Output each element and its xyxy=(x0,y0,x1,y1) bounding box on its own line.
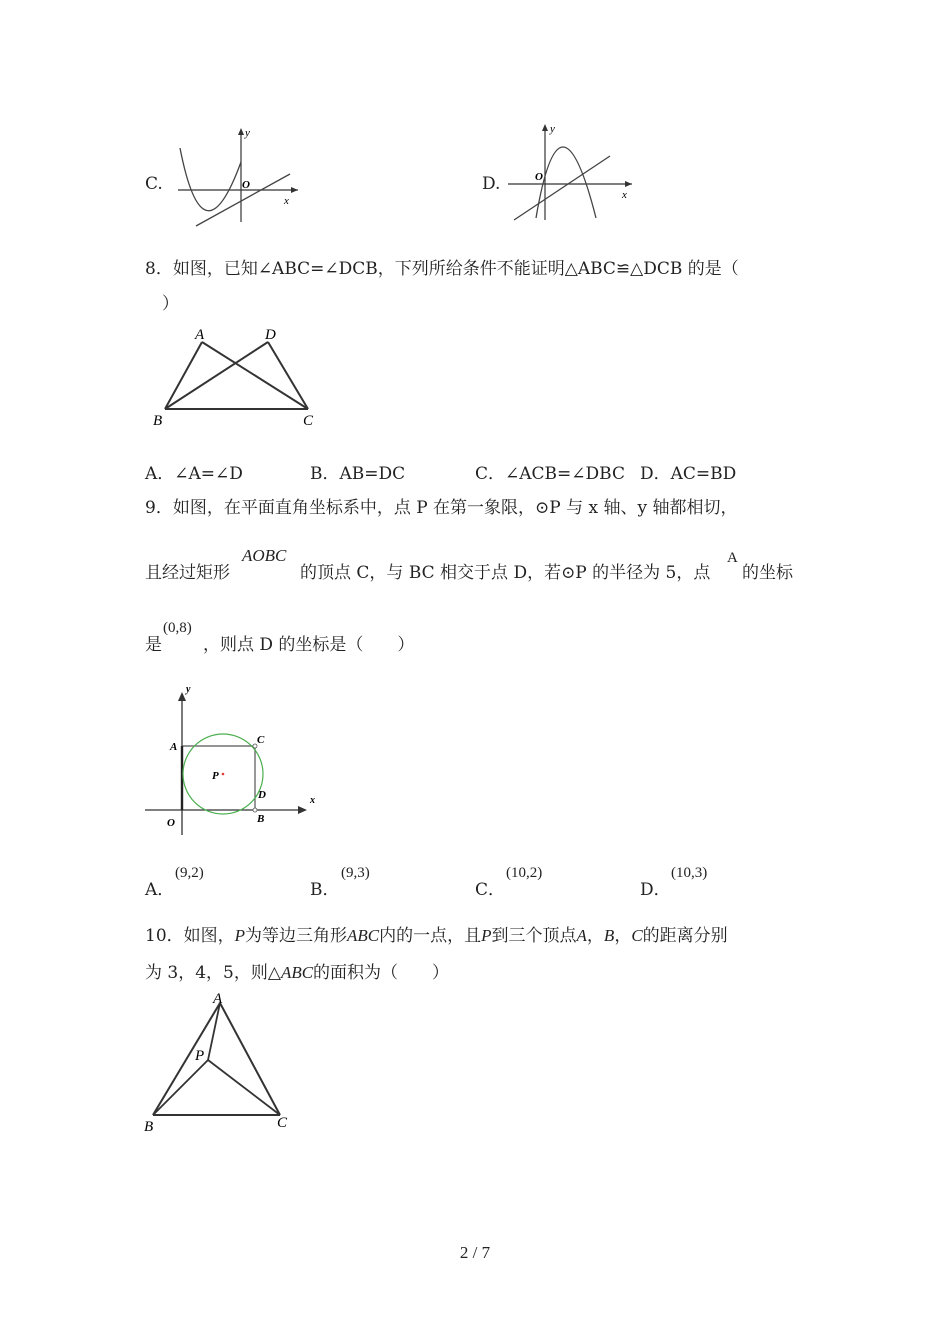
q9-text-line1: 9．如图，在平面直角坐标系中，点 P 在第一象限，⊙P 与 x 轴、y 轴都相切， xyxy=(145,498,738,518)
side-ac xyxy=(220,1003,280,1115)
label-c: C xyxy=(257,734,265,746)
q9-option-a-label: A． xyxy=(145,880,175,900)
q9-option-b-label: B． xyxy=(310,880,340,900)
y-axis-arrow xyxy=(238,128,244,135)
segment-cd xyxy=(268,342,308,409)
page-number: 2 / 7 xyxy=(459,1243,491,1262)
q9-option-b-value: (9,3) xyxy=(341,865,370,881)
label-b: B xyxy=(257,813,265,825)
q10-triangle-abc: ABC xyxy=(347,926,380,945)
q8-option-c: C．∠ACB=∠DBC xyxy=(475,464,625,484)
q9-rect-name: AOBC xyxy=(242,546,287,565)
x-axis-arrow xyxy=(298,806,307,814)
q10-vertex-b: B xyxy=(603,926,615,945)
center-p-dot xyxy=(222,773,225,776)
q9-text-line2a: 且经过矩形 xyxy=(145,563,230,583)
q10-figure xyxy=(140,988,300,1138)
label-c: C xyxy=(277,1115,288,1131)
segment-ab xyxy=(165,342,202,409)
segment-pc xyxy=(208,1060,280,1115)
q9-option-a-value: (9,2) xyxy=(175,865,204,881)
q10-line1-e: 的距离分别 xyxy=(642,926,728,946)
q9-option-d-value: (10,3) xyxy=(671,865,708,881)
q9-text-line3a: 是 xyxy=(145,635,162,655)
label-a: A xyxy=(213,991,223,1007)
q10-vertex-c: C xyxy=(631,926,643,945)
label-p: P xyxy=(212,770,219,782)
q10-line1-d: 到三个顶点 xyxy=(491,926,577,946)
label-d: D xyxy=(265,327,276,343)
q8-option-a: A．∠A=∠D xyxy=(145,464,243,484)
q9-text-line2c: 的坐标 xyxy=(742,563,793,583)
label-c: C xyxy=(303,413,314,429)
straight-line xyxy=(514,156,610,220)
y-axis-arrow xyxy=(542,124,548,131)
q8-figure xyxy=(145,322,335,434)
y-axis-label: y xyxy=(186,684,191,695)
q7-graph-c xyxy=(170,122,305,232)
q10-text-line2 xyxy=(145,962,449,984)
q10-vertex-a: A xyxy=(576,926,587,945)
q10-sep2: ， xyxy=(614,926,632,946)
q10-line1-c: 内的一点，且 xyxy=(379,926,482,946)
label-a: A xyxy=(195,327,205,343)
q9-text-line2b: 的顶点 C，与 BC 相交于点 D，若⊙P 的半径为 5，点 xyxy=(300,563,711,583)
q10-triangle-abc-2: ABC xyxy=(280,963,314,982)
q10-line2-a: 为 3，4，5，则△ xyxy=(145,963,281,983)
y-axis-label: y xyxy=(245,127,250,139)
q10-text-line1 xyxy=(145,925,728,947)
q9-option-c-label: C． xyxy=(475,880,506,900)
label-a: A xyxy=(170,741,178,753)
y-axis-label: y xyxy=(550,123,555,135)
q7-graph-d xyxy=(500,118,640,230)
label-o: O xyxy=(167,817,175,829)
label-p: P xyxy=(195,1048,205,1064)
q7-option-d-label: D. xyxy=(482,174,501,194)
q10-line1-a: 10．如图， xyxy=(145,926,235,946)
q9-point-a: A xyxy=(727,550,738,566)
q9-text-line3b: ，则点 D 的坐标是（ ） xyxy=(203,635,415,655)
point-b-marker xyxy=(253,808,257,812)
q9-option-c-value: (10,2) xyxy=(506,865,543,881)
q8-text-line1: 8．如图，已知∠ABC=∠DCB，下列所给条件不能证明△ABC≌△DCB 的是（ xyxy=(145,259,739,279)
q9-a-coordinate: (0,8) xyxy=(163,620,192,636)
label-d: D xyxy=(258,789,266,801)
q10-sep1: ， xyxy=(586,926,604,946)
y-axis-arrow xyxy=(178,692,186,701)
q8-option-b: B．AB=DC xyxy=(310,464,406,484)
x-axis-label: x xyxy=(284,195,289,207)
side-ab xyxy=(153,1003,220,1115)
label-b: B xyxy=(144,1119,154,1135)
parabola xyxy=(180,148,241,211)
q8-text-line2: ） xyxy=(162,294,179,314)
x-axis-label: x xyxy=(622,189,627,201)
q9-figure xyxy=(140,675,330,835)
origin-label: O xyxy=(242,179,250,191)
q7-option-c-label: C. xyxy=(145,174,163,194)
origin-label: O xyxy=(535,171,543,183)
q10-point-p2: P xyxy=(481,926,492,945)
q10-line1-b: 为等边三角形 xyxy=(245,926,348,946)
label-b: B xyxy=(153,413,163,429)
q9-option-d-label: D． xyxy=(640,880,671,900)
q10-point-p: P xyxy=(234,926,246,945)
x-axis-arrow xyxy=(625,181,632,187)
x-axis-label: x xyxy=(310,795,315,806)
q10-line2-b: 的面积为（ ） xyxy=(313,963,450,983)
q8-option-d: D．AC=BD xyxy=(640,464,737,484)
x-axis-arrow xyxy=(291,187,298,193)
